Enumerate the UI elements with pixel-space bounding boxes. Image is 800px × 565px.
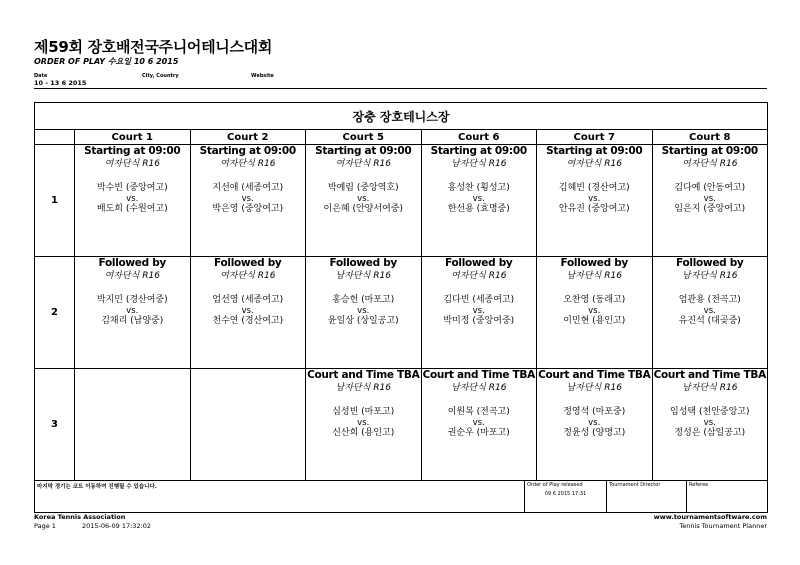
website-label: Website [251, 73, 274, 79]
printed-timestamp: 2015-06-09 17:32:02 [82, 522, 152, 530]
versus-label: vs. [588, 418, 601, 428]
match-event: 여자단식 R16 [104, 271, 160, 281]
association-name: Korea Tennis Association [34, 513, 126, 521]
player-two: 한선용 (효명중) [447, 204, 510, 214]
versus-label: vs. [472, 194, 485, 204]
round-row [35, 369, 768, 481]
tournament-title: 제59회 장호배전국주니어테니스대회 [34, 38, 273, 56]
match-cell [652, 257, 768, 369]
match-event: 남자단식 R16 [566, 383, 622, 393]
match-cell [537, 145, 653, 257]
player-one: 홍승헌 (마포고) [332, 295, 395, 305]
versus-label: vs. [126, 194, 139, 204]
footer-note: 마지막 경기는 코트 이동하여 진행될 수 있습니다. [35, 481, 525, 513]
match-time: Followed by [329, 257, 397, 269]
match-time: Followed by [676, 257, 744, 269]
versus-label: vs. [472, 306, 485, 316]
player-one: 지선애 (세종여고) [212, 183, 284, 193]
match-time: Followed by [445, 257, 513, 269]
court-header: Court 8 [652, 130, 768, 145]
match-cell [190, 257, 306, 369]
empty-match-cell [190, 369, 306, 481]
player-two: 박미정 (중앙여중) [443, 316, 515, 326]
player-two: 신산희 (용인고) [332, 428, 395, 438]
match-cell [306, 369, 422, 481]
versus-label: vs. [357, 418, 370, 428]
versus-label: vs. [357, 194, 370, 204]
court-header: Court 1 [75, 130, 191, 145]
match-cell [421, 257, 537, 369]
match-event: 남자단식 R16 [451, 383, 507, 393]
player-one: 이원복 (전곡고) [447, 407, 510, 417]
match-time: Court and Time TBA [538, 369, 651, 381]
player-one: 박지민 (경산여중) [96, 295, 168, 305]
match-event: 남자단식 R16 [682, 383, 738, 393]
page-number: Page 1 [34, 522, 56, 530]
court-header: Court 5 [306, 130, 422, 145]
player-two: 정윤성 (양명고) [563, 428, 626, 438]
match-cell [652, 145, 768, 257]
order-of-play-subtitle: ORDER OF PLAY 수요일 10 6 2015 [34, 57, 179, 66]
court-header: Court 7 [537, 130, 653, 145]
versus-label: vs. [588, 306, 601, 316]
round-row [35, 145, 768, 257]
player-two: 안유진 (중앙여고) [558, 204, 630, 214]
player-two: 정성은 (삼일공고) [674, 428, 746, 438]
versus-label: vs. [703, 306, 716, 316]
player-one: 정영석 (마포중) [563, 407, 626, 417]
player-one: 오찬영 (동래고) [563, 295, 626, 305]
match-time: Starting at 09:00 [430, 145, 527, 157]
match-event: 남자단식 R16 [335, 383, 391, 393]
player-one: 엄선영 (세종여고) [212, 295, 284, 305]
match-time: Starting at 09:00 [315, 145, 412, 157]
player-two: 배도희 (수원여고) [96, 204, 168, 214]
date-value: 10 - 13 6 2015 [34, 79, 87, 87]
round-row [35, 257, 768, 369]
player-one: 임성택 (천안중앙고) [670, 407, 750, 417]
versus-label: vs. [241, 194, 254, 204]
match-time: Starting at 09:00 [84, 145, 181, 157]
match-time: Starting at 09:00 [661, 145, 758, 157]
director-label: Tournament Director [607, 481, 687, 513]
versus-label: vs. [703, 194, 716, 204]
match-cell [75, 257, 191, 369]
versus-label: vs. [126, 306, 139, 316]
court-header: Court 6 [421, 130, 537, 145]
player-two: 권순우 (마포고) [447, 428, 510, 438]
released-label: Order of Play released [527, 482, 583, 488]
header-rule [34, 88, 767, 89]
versus-label: vs. [588, 194, 601, 204]
match-cell [190, 145, 306, 257]
match-time: Court and Time TBA [653, 369, 766, 381]
round-number: 2 [35, 257, 75, 369]
player-one: 김다빈 (세종여고) [443, 295, 515, 305]
versus-label: vs. [472, 418, 485, 428]
website-url[interactable]: www.tournamentsoftware.com [653, 513, 767, 521]
match-cell [652, 369, 768, 481]
match-time: Followed by [98, 257, 166, 269]
venue-name: 장충 장호테니스장 [35, 103, 768, 130]
match-event: 남자단식 R16 [566, 271, 622, 281]
match-time: Court and Time TBA [307, 369, 420, 381]
footer-table [34, 480, 768, 513]
player-two: 이민현 (용인고) [563, 316, 626, 326]
round-number: 3 [35, 369, 75, 481]
versus-label: vs. [703, 418, 716, 428]
released-value: 09 6 2015 17:31 [544, 491, 587, 497]
match-cell [421, 145, 537, 257]
player-two: 김채리 (남양중) [101, 316, 164, 326]
match-event: 여자단식 R16 [335, 159, 391, 169]
match-cell [306, 145, 422, 257]
player-one: 박예림 (중앙역호) [327, 183, 399, 193]
match-event: 여자단식 R16 [104, 159, 160, 169]
versus-label: vs. [357, 306, 370, 316]
player-two: 박은영 (중앙여고) [212, 204, 284, 214]
player-one: 박수빈 (중앙여고) [96, 183, 168, 193]
player-one: 김다예 (안동여고) [674, 183, 746, 193]
match-time: Court and Time TBA [422, 369, 535, 381]
player-two: 유진석 (대곶중) [678, 316, 741, 326]
match-event: 여자단식 R16 [220, 271, 276, 281]
match-event: 여자단식 R16 [220, 159, 276, 169]
player-one: 엄관용 (전곡고) [678, 295, 741, 305]
match-time: Followed by [560, 257, 628, 269]
match-event: 여자단식 R16 [682, 159, 738, 169]
player-one: 심성빈 (마포고) [332, 407, 395, 417]
player-two: 임은지 (중앙여고) [674, 204, 746, 214]
match-time: Followed by [214, 257, 282, 269]
round-number: 1 [35, 145, 75, 257]
player-one: 김혜빈 (경산여고) [558, 183, 630, 193]
player-two: 이은혜 (안양서여중) [323, 204, 403, 214]
referee-label: Referee [687, 481, 768, 513]
player-one: 홍성찬 (횡성고) [447, 183, 510, 193]
match-cell [537, 257, 653, 369]
match-cell [75, 145, 191, 257]
player-two: 천수연 (경산여고) [212, 316, 284, 326]
released-cell [525, 481, 607, 513]
empty-match-cell [75, 369, 191, 481]
match-event: 남자단식 R16 [682, 271, 738, 281]
player-two: 윤일상 (상일공고) [327, 316, 399, 326]
match-cell [421, 369, 537, 481]
round-header-blank [35, 130, 75, 145]
city-label: City, Country [142, 73, 179, 79]
match-cell [537, 369, 653, 481]
match-event: 남자단식 R16 [335, 271, 391, 281]
court-header: Court 2 [190, 130, 306, 145]
versus-label: vs. [241, 306, 254, 316]
match-event: 여자단식 R16 [566, 159, 622, 169]
match-cell [306, 257, 422, 369]
planner-name: Tennis Tournament Planner [679, 522, 767, 530]
match-time: Starting at 09:00 [546, 145, 643, 157]
match-time: Starting at 09:00 [199, 145, 296, 157]
date-label: Date [34, 73, 48, 79]
match-event: 여자단식 R16 [451, 271, 507, 281]
order-of-play-table [34, 102, 768, 481]
match-event: 남자단식 R16 [451, 159, 507, 169]
